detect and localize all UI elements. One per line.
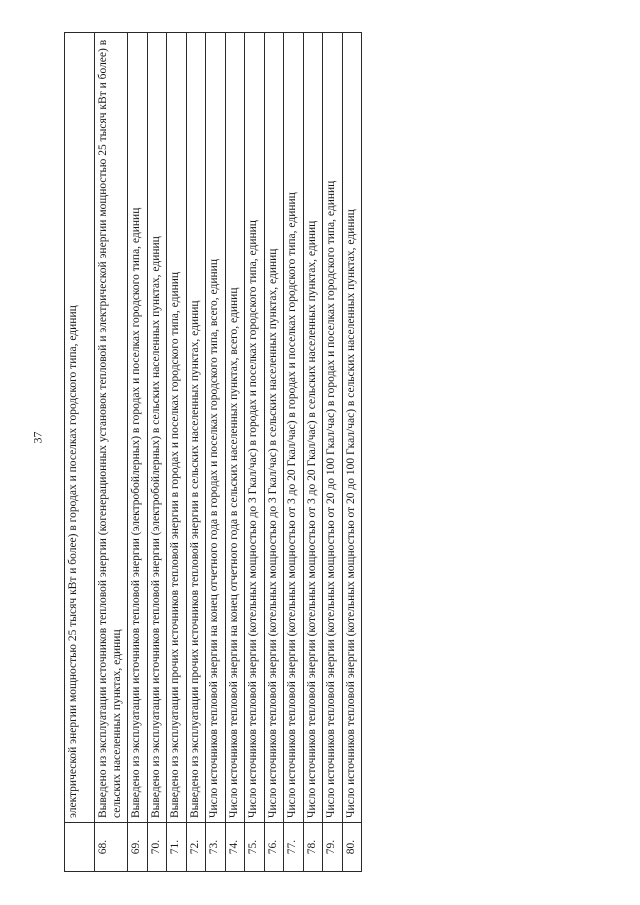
row-number-cell: 69. [128, 823, 148, 872]
table-row [65, 33, 95, 872]
row-number-cell [65, 823, 95, 872]
table-body [65, 33, 362, 872]
row-text-cell: электрической энергии мощностью 25 тысяч кВт и более) в городах и поселках городского типа, единиц [65, 33, 95, 823]
row-number-cell: 75. [245, 823, 265, 872]
page-number: 37 [30, 431, 45, 444]
table-row [95, 33, 128, 872]
row-text-cell: Число источников тепловой энергии (котельных мощностью от 20 до 100 Гкал/час) в городах и поселках городского типа, единиц [323, 33, 343, 823]
row-text-cell: Число источников тепловой энергии (котельных мощностью от 20 до 100 Гкал/час) в сельских населенных пунктах, единиц [342, 33, 362, 823]
row-text-cell: Число источников тепловой энергии (котельных мощностью до 3 Гкал/час) в городах и поселках городского типа, единиц [245, 33, 265, 823]
table-row [342, 33, 362, 872]
row-text-cell: Число источников тепловой энергии на конец отчетного года в сельских населенных пунктах, всего, единиц [225, 33, 245, 823]
table-row [225, 33, 245, 872]
row-text-cell: Выведено из эксплуатации источников тепловой энергии (электробойлерных) в городах и поселках городского типа, единиц [128, 33, 148, 823]
table-row [128, 33, 148, 872]
table-row [323, 33, 343, 872]
table-wrapper [64, 32, 564, 872]
row-text-cell: Число источников тепловой энергии (котельных мощностью до 3 Гкал/час) в сельских населенных пунктах, единиц [264, 33, 284, 823]
table-row [186, 33, 206, 872]
table-row [147, 33, 167, 872]
indicators-table [64, 32, 362, 872]
row-number-cell: 74. [225, 823, 245, 872]
table-row [284, 33, 304, 872]
table-row [303, 33, 323, 872]
row-number-cell: 79. [323, 823, 343, 872]
row-text-cell: Выведено из эксплуатации прочих источников тепловой энергии в городах и поселках городского типа, единиц [167, 33, 187, 823]
table-row [264, 33, 284, 872]
row-number-cell: 77. [284, 823, 304, 872]
row-text-cell: Число источников тепловой энергии на конец отчетного года в городах и поселках городского типа, всего, единиц [206, 33, 226, 823]
row-text-cell: Выведено из эксплуатации источников тепловой энергии (электробойлерных) в сельских населенных пунктах, единиц [147, 33, 167, 823]
row-number-cell: 76. [264, 823, 284, 872]
table-row [167, 33, 187, 872]
row-number-cell: 71. [167, 823, 187, 872]
row-number-cell: 72. [186, 823, 206, 872]
row-text-cell: Число источников тепловой энергии (котельных мощностью от 3 до 20 Гкал/час) в городах и поселках городского типа, единиц [284, 33, 304, 823]
row-number-cell: 78. [303, 823, 323, 872]
row-number-cell: 80. [342, 823, 362, 872]
row-number-cell: 68. [95, 823, 128, 872]
row-text-cell: Выведено из эксплуатации прочих источников тепловой энергии в сельских населенных пунктах, единиц [186, 33, 206, 823]
row-number-cell: 73. [206, 823, 226, 872]
row-text-cell: Выведено из эксплуатации источников тепловой энергии (когенерационных установок тепловой и электрической энергии мощностью 25 тысяч кВт и более) в сельских населенных пунктах, единиц [95, 33, 128, 823]
row-text-cell: Число источников тепловой энергии (котельных мощностью от 3 до 20 Гкал/час) в сельских населенных пунктах, единиц [303, 33, 323, 823]
row-number-cell: 70. [147, 823, 167, 872]
table-row [245, 33, 265, 872]
table-row [206, 33, 226, 872]
